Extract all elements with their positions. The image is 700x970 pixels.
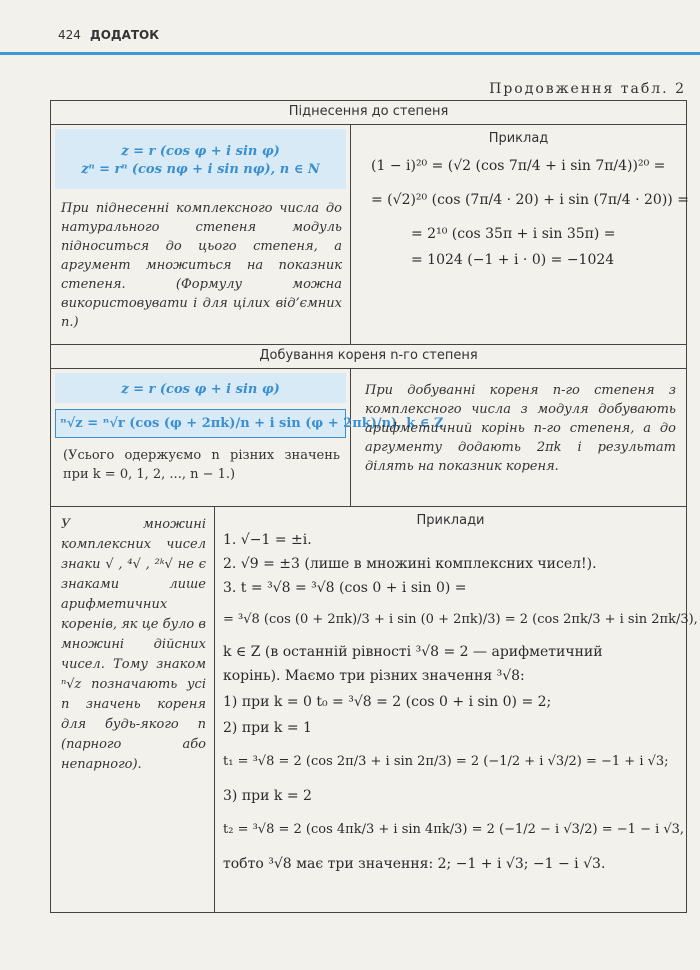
example-line: тобто ³√8 має три значення: 2; −1 + i √3; −1 − i √3. <box>223 856 606 872</box>
power-explanation: При піднесенні комплексного числа до натурального степеня модуль підноситься до цього степеня, а аргумент множиться на показник степеня. (Формулу можна використовувати і для цілих від’ємних n.) <box>61 201 342 330</box>
examples-cell <box>215 507 698 913</box>
example-line: = ³√8 (cos (0 + 2πk)/3 + i sin (0 + 2πk)/3) = 2 (cos 2πk/3 + i sin 2πk/3), <box>223 612 698 627</box>
header-rule <box>0 52 700 55</box>
example-line: t₂ = ³√8 = 2 (cos 4πk/3 + i sin 4πk/3) = 2 (−1/2 − i √3/2) = −1 − i √3, <box>223 822 685 837</box>
example-line: 3) при k = 2 <box>223 788 312 804</box>
examples-title: Приклади <box>416 513 485 528</box>
power-example-line: = (√2)²⁰ (cos (7π/4 · 20) + i sin (7π/4 · 20)) = <box>371 192 689 208</box>
example-line: 1) при k = 0 t₀ = ³√8 = 2 (cos 0 + i sin 0) = 2; <box>223 694 552 710</box>
page-number: 424 <box>58 28 81 42</box>
root-formula-2: ⁿ√z = ⁿ√r (cos (φ + 2πk)/n + i sin (φ + 2πk)/n), k ∈ Z <box>55 409 346 438</box>
examples-side-note-cell <box>51 507 215 913</box>
root-formula-box <box>55 373 346 403</box>
power-example-line: = 1024 (−1 + i · 0) = −1024 <box>411 252 615 268</box>
example-line: корінь). Маємо три різних значення ³√8: <box>223 668 525 684</box>
example-line: 2. √9 = ±3 (лише в множині комплексних чисел!). <box>223 556 597 572</box>
power-formula-1: z = r (cos φ + i sin φ) <box>121 144 280 159</box>
example-line: 3. t = ³√8 = ³√8 (cos 0 + i sin 0) = <box>223 580 467 596</box>
root-theory-cell <box>51 369 444 507</box>
root-explanation: При добуванні кореня n-го степеня з комплексного числа з модуля добувають арифметичний корінь n-го степеня, а до аргументу додають 2πk і результат ділять на показник кореня. <box>365 383 676 474</box>
example-line: t₁ = ³√8 = 2 (cos 2π/3 + i sin 2π/3) = 2 (−1/2 + i √3/2) = −1 + i √3; <box>223 754 669 769</box>
power-theory-cell <box>51 125 351 345</box>
power-formula-2: zⁿ = rⁿ (cos nφ + i sin nφ), n ∈ N <box>81 162 320 177</box>
example-line: 2) при k = 1 <box>223 720 312 736</box>
power-example-line: = 2¹⁰ (cos 35π + i sin 35π) = <box>411 226 616 242</box>
power-example-cell <box>351 125 687 345</box>
power-example-line: (1 − i)²⁰ = (√2 (cos 7π/4 + i sin 7π/4))²⁰ = <box>371 158 666 174</box>
root-formula-1: z = r (cos φ + i sin φ) <box>121 382 280 397</box>
root-section-title: Добування кореня n-го степеня <box>51 345 687 369</box>
table-continued-label: Продовження табл. 2 <box>489 81 686 97</box>
power-example-title: Приклад <box>488 131 549 146</box>
examples-list <box>215 528 698 880</box>
root-explanation-cell <box>351 369 687 507</box>
root-note: (Усього одержуємо n різних значень при k = 0, 1, 2, ..., n − 1.) <box>63 448 340 482</box>
section-title: ДОДАТОК <box>90 28 160 42</box>
power-formula-box <box>55 129 346 189</box>
example-line: 1. √−1 = ±i. <box>223 532 312 548</box>
example-line: k ∈ Z (в останній рівності ³√8 = 2 — арифметичний <box>223 644 603 660</box>
power-section-title: Піднесення до степеня <box>51 101 687 125</box>
formula-table <box>50 100 698 913</box>
page-header <box>0 20 700 60</box>
examples-side-note: У множині комплексних чисел знаки √ , ⁴√ , ²ᵏ√ не є знаками лише арифметичних коренів, як це було в множині дійсних чисел. Тому знаком ⁿ√z позначають усі n значень кореня для будь-якого n (парного або непарного). <box>61 517 206 772</box>
